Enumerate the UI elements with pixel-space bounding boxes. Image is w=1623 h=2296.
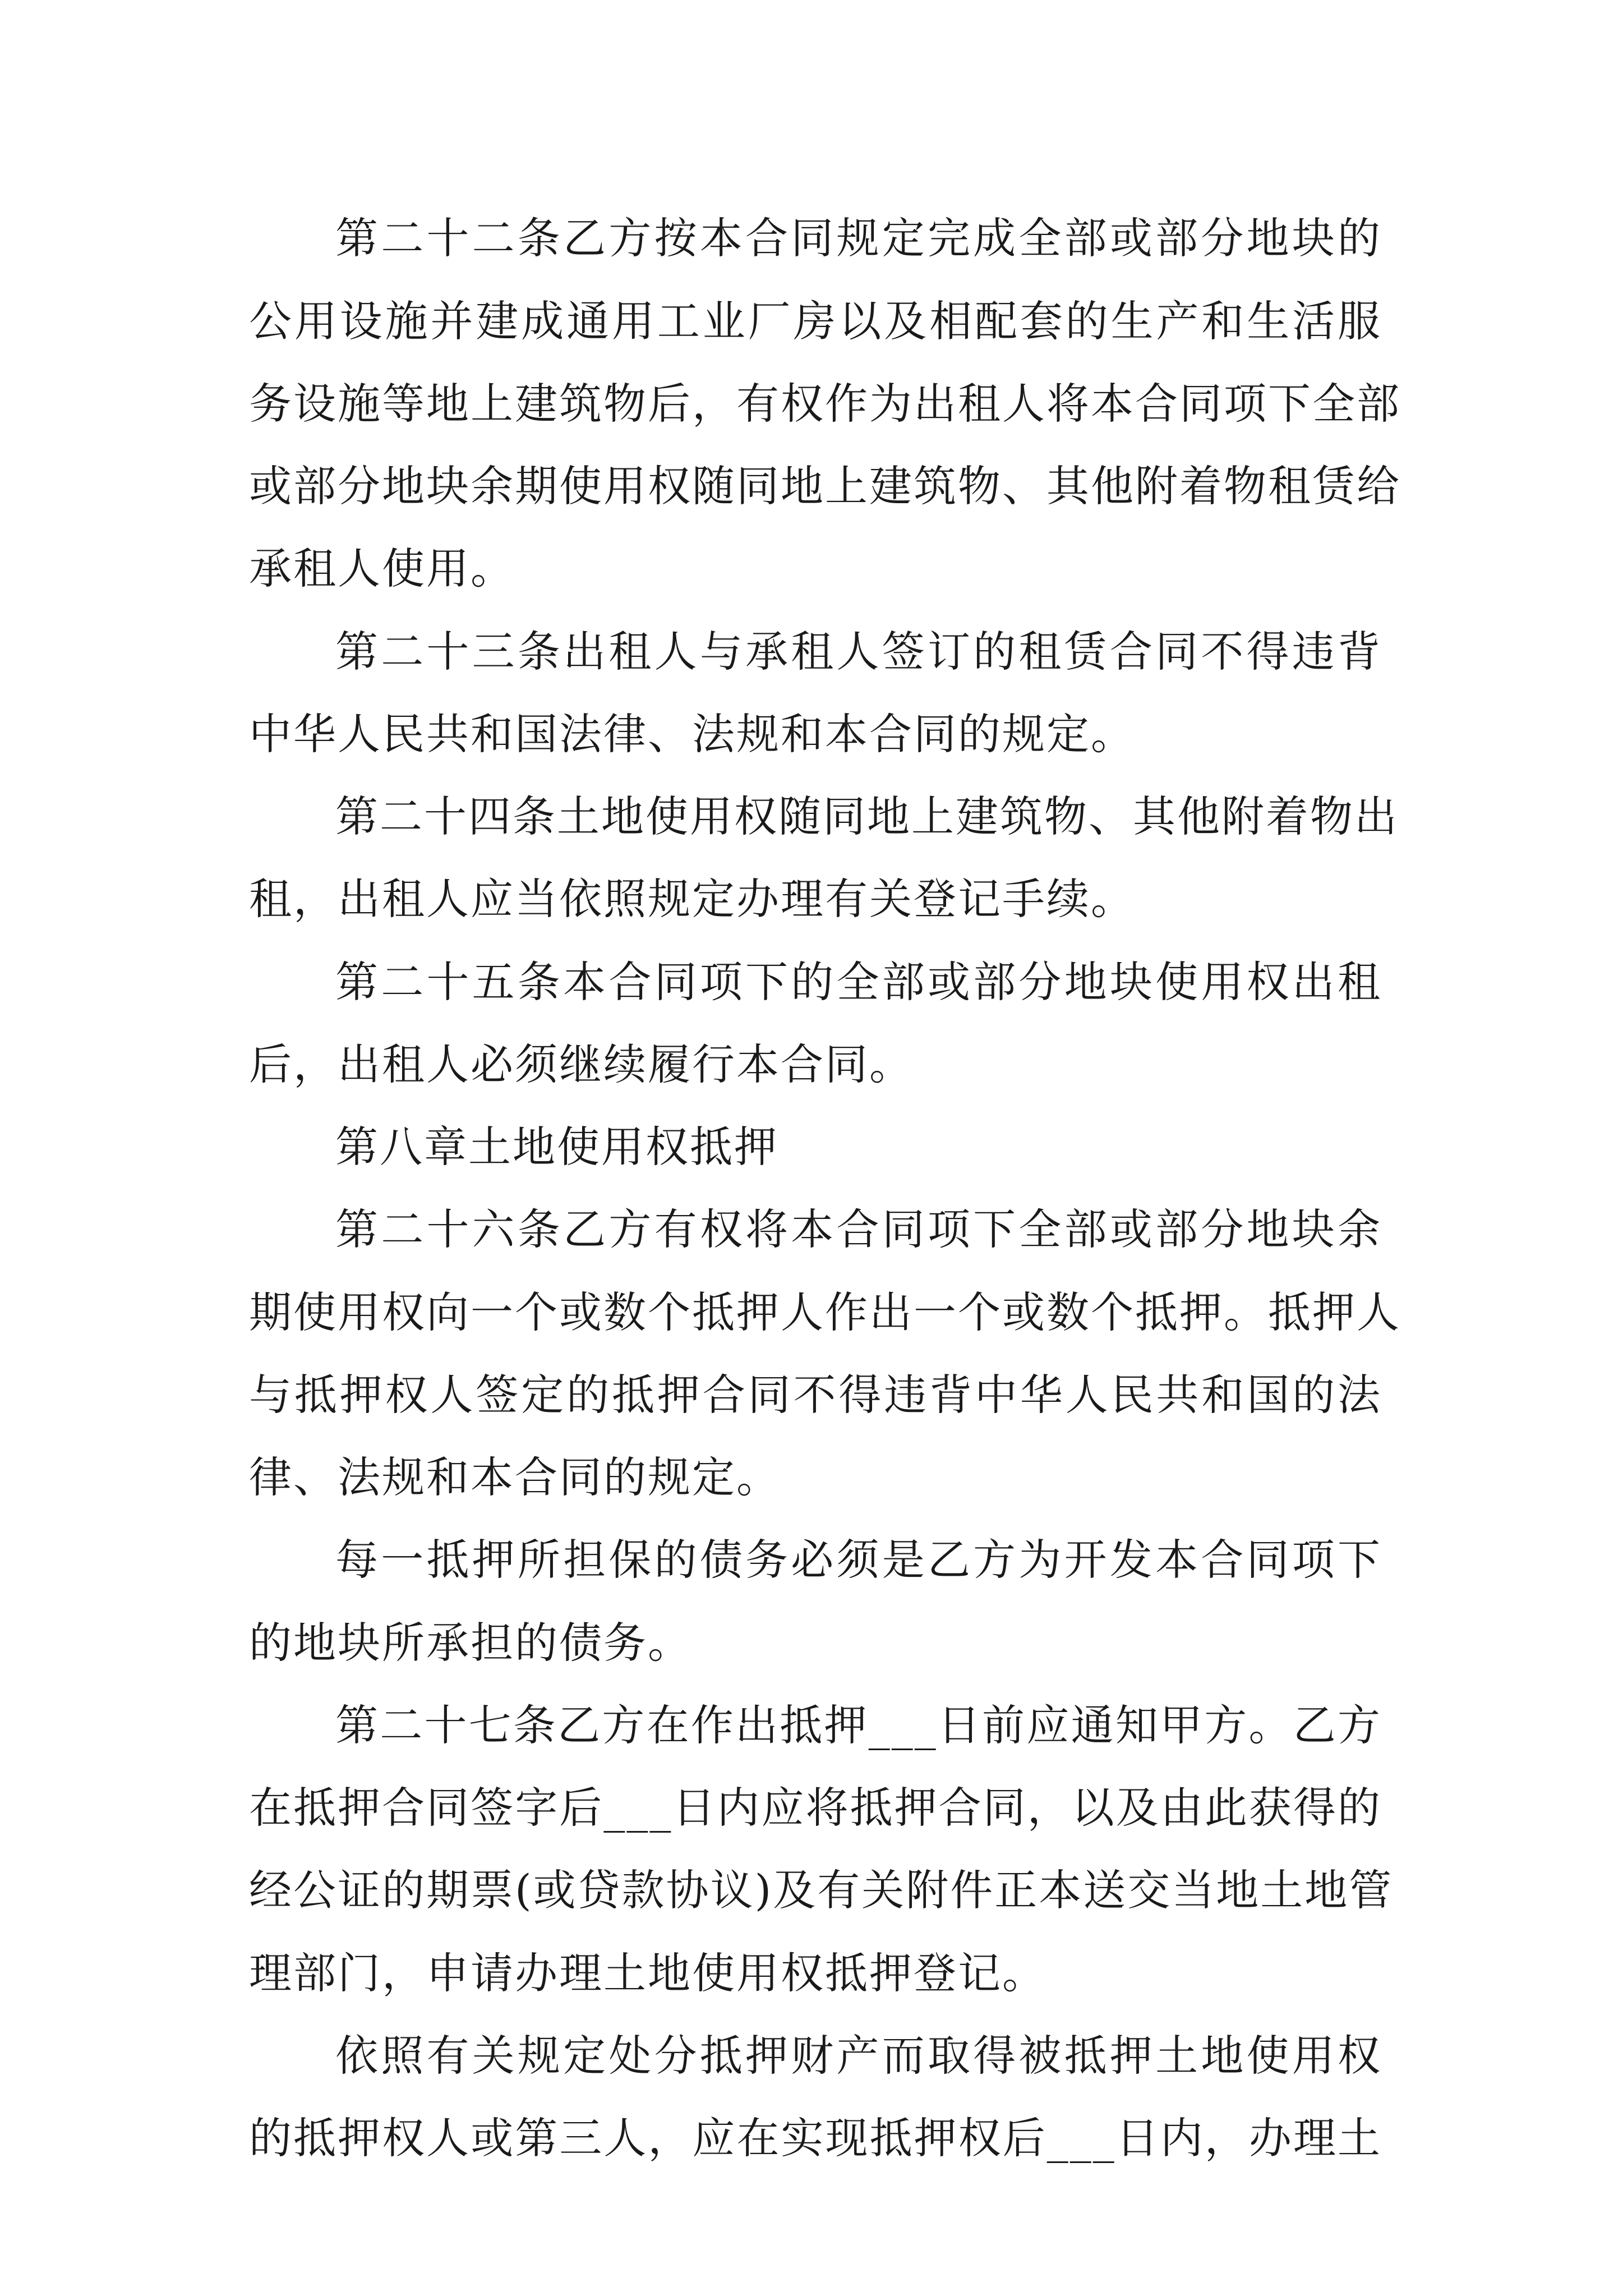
text-line: 经公证的期票(或贷款协议)及有关附件正本送交当地土地管: [249, 1865, 1394, 1915]
text-line: 第二十三条出租人与承租人签订的租赁合同不得违背: [335, 627, 1382, 677]
text-line: 第二十五条本合同项下的全部或部分地块使用权出租: [335, 957, 1382, 1007]
text-line: 理部门，申请办理土地使用权抵押登记。: [249, 1948, 1046, 1998]
text-line: 第二十四条土地使用权随同地上建筑物、其他附着物出: [335, 792, 1399, 841]
text-line: 与抵押权人签定的抵押合同不得违背中华人民共和国的法: [249, 1370, 1382, 1420]
text-line: 务设施等地上建筑物后，有权作为出租人将本合同项下全部: [249, 379, 1401, 429]
text-line: 后，出租人必须继续履行本合同。: [249, 1039, 914, 1089]
text-line: 承租人使用。: [249, 544, 515, 593]
text-line: 的抵押权人或第三人，应在实现抵押权后___日内，办理土: [249, 2113, 1382, 2163]
text-line: 的地块所承担的债务。: [249, 1618, 692, 1668]
text-line: 中华人民共和国法律、法规和本合同的规定。: [249, 709, 1135, 759]
text-line: 每一抵押所担保的债务必须是乙方为开发本合同项下: [335, 1535, 1382, 1585]
text-line: 第二十二条乙方按本合同规定完成全部或部分地块的: [335, 213, 1382, 263]
text-line: 律、法规和本合同的规定。: [249, 1452, 781, 1502]
text-line: 第二十六条乙方有权将本合同项下全部或部分地块余: [335, 1204, 1382, 1254]
text-line: 或部分地块余期使用权随同地上建筑物、其他附着物租赁给: [249, 461, 1401, 511]
text-line: 依照有关规定处分抵押财产而取得被抵押土地使用权: [335, 2031, 1382, 2081]
text-line: 期使用权向一个或数个抵押人作出一个或数个抵押。抵押人: [249, 1287, 1401, 1337]
text-line: 公用设施并建成通用工业厂房以及相配套的生产和生活服: [249, 296, 1382, 346]
text-line: 第二十七条乙方在作出抵押___日前应通知甲方。乙方: [335, 1700, 1382, 1750]
text-line: 租，出租人应当依照规定办理有关登记手续。: [249, 874, 1135, 924]
chapter-heading: 第八章土地使用权抵押: [335, 1122, 778, 1172]
text-line: 在抵押合同签字后___日内应将抵押合同，以及由此获得的: [249, 1783, 1382, 1833]
